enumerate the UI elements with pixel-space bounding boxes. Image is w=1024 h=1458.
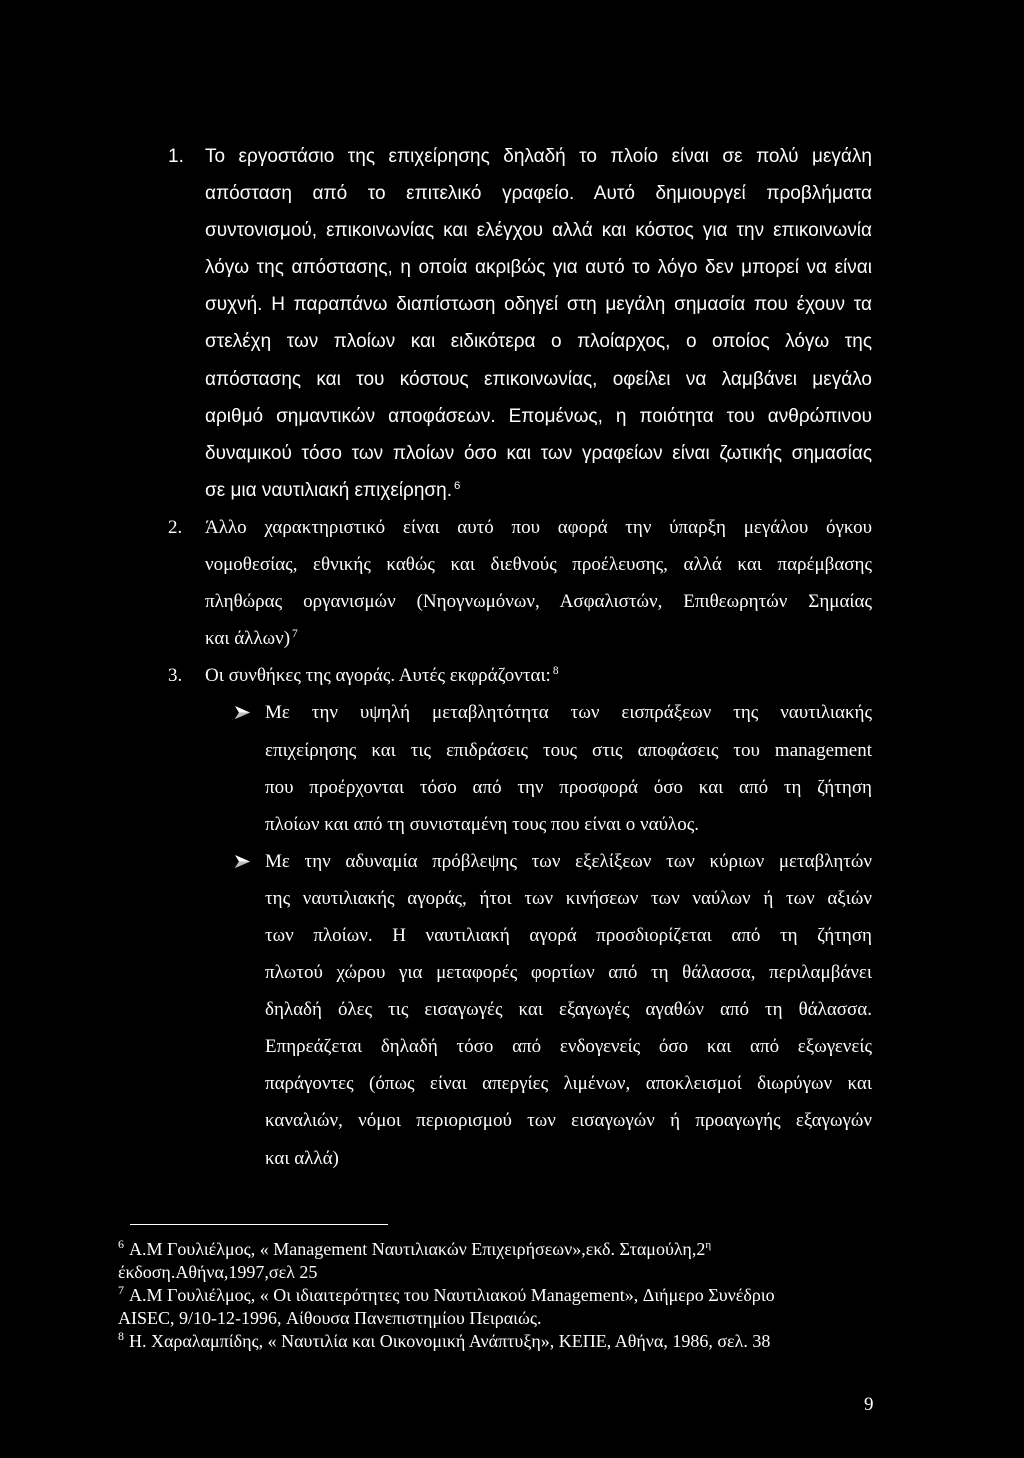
item-1-line (0, 212, 1024, 249)
paragraph-line: λόγω της απόστασης, η οποία ακριβώς για αυτό το λόγο δεν μπορεί να είναι (205, 257, 872, 279)
footnote-line (118, 1261, 918, 1284)
bullet-line: επιχείρησης και τις επιδράσεις τους στις αποφάσεις του management (265, 739, 872, 761)
item-2-line (0, 546, 1024, 583)
body-text (0, 138, 1024, 1177)
item-1-line (0, 249, 1024, 286)
bullet-1-line (0, 732, 1024, 769)
footnote-number: 7 (118, 1283, 124, 1297)
item-number: 1. (168, 146, 184, 167)
bullet-2-line (0, 843, 1024, 880)
footnote-text: έκδοση.Αθήνα,1997,σελ 25 (118, 1262, 318, 1282)
bullet-line: που προέρχονται τόσο από την προσφορά όσο και από τη ζήτηση (265, 776, 872, 798)
item-1-line (0, 175, 1024, 212)
footnote-number: 8 (118, 1329, 124, 1343)
bullet-line: και αλλά) (265, 1147, 339, 1169)
bullet-line: δηλαδή όλες τις εισαγωγές και εξαγωγές αγαθών από τη θάλασσα. (265, 999, 872, 1021)
bullet-2-line (0, 954, 1024, 991)
footnote-separator (130, 1224, 388, 1225)
paragraph-line: συντονισμού, επικοινωνίας και ελέγχου αλλά και κόστος για την επικοινωνία (205, 220, 872, 242)
bullet-2-line (0, 991, 1024, 1028)
footnote-text: Α.Μ Γουλιέλμος, « Οι ιδιαιτερότητες του Ναυτιλιακού Management», Διήμερο Συνέδριο (129, 1285, 775, 1305)
page-number: 9 (864, 1394, 874, 1415)
bullet-line: πλωτού χώρου για μεταφορές φορτίων από τη θάλασσα, περιλαμβάνει (265, 962, 872, 984)
paragraph-line: Οι συνθήκες της αγοράς. Αυτές εκφράζονται: (205, 665, 551, 687)
bullet-2-line (0, 1102, 1024, 1139)
bullet-line: καναλιών, νόμοι περιορισμού των εισαγωγών ή προαγωγής εξαγωγών (265, 1110, 872, 1132)
item-1-line (0, 286, 1024, 323)
paragraph-line: Άλλο χαρακτηριστικό είναι αυτό που αφορά την ύπαρξη μεγάλου όγκου (205, 516, 872, 538)
paragraph-last-line (205, 620, 872, 657)
item-2-line (0, 583, 1024, 620)
bullet-line: Με την αδυναμία πρόβλεψης των εξελίξεων των κύριων μεταβλητών (265, 850, 872, 872)
bullet-2-line (0, 880, 1024, 917)
item-1-line (0, 361, 1024, 398)
footnote-line (118, 1307, 918, 1330)
bullet-2-line (0, 1065, 1024, 1102)
footnote-text: AISEC, 9/10-12-1996, Αίθουσα Πανεπιστημίου Πειραιώς. (118, 1308, 542, 1328)
bullet-1-line (0, 769, 1024, 806)
item-1-line (0, 435, 1024, 472)
bullet-1-line (0, 694, 1024, 731)
paragraph-last-line (205, 657, 872, 694)
item-2-line (0, 509, 1024, 546)
paragraph-line: πληθώρας οργανισμών (Νηογνωμόνων, Ασφαλιστών, Επιθεωρητών Σημαίας (205, 591, 872, 613)
footnote-line (118, 1330, 918, 1353)
paragraph-line: συχνή. Η παραπάνω διαπίστωση οδηγεί στη μεγάλη σημασία που έχουν τα (205, 294, 872, 316)
footnote-line (118, 1284, 918, 1307)
paragraph-line: απόστασης και του κόστους επικοινωνίας, οφείλει να λαμβάνει μεγάλο (205, 368, 872, 390)
footnote-number: 6 (118, 1237, 124, 1251)
footnote-line (118, 1238, 918, 1261)
footnote-superscript: η (705, 1239, 712, 1251)
arrow-bullet-icon (235, 855, 250, 868)
paragraph-line: δυναμικού τόσο των πλοίων όσο και των γραφείων είναι ζωτικής σημασίας (205, 442, 872, 464)
bullet-line: πλοίων και από τη συνισταμένη τους που είναι ο ναύλος. (265, 813, 699, 835)
bullet-line: της ναυτιλιακής αγοράς, ήτοι των κινήσεων των ναύλων ή των αξιών (265, 887, 872, 909)
bullet-1-line (0, 806, 1024, 843)
paragraph-line: στελέχη των πλοίων και ειδικότερα ο πλοίαρχος, ο οποίος λόγω της (205, 331, 872, 353)
paragraph-line: νομοθεσίας, εθνικής καθώς και διεθνούς προέλευσης, αλλά και παρέμβασης (205, 554, 872, 576)
footnote-ref: 7 (292, 627, 298, 640)
paragraph-line: απόσταση από το επιτελικό γραφείο. Αυτό δημιουργεί προβλήματα (205, 183, 872, 205)
bullet-line: Με την υψηλή μεταβλητότητα των εισπράξεων της ναυτιλιακής (265, 702, 872, 724)
footnote-ref: 6 (453, 479, 461, 492)
paragraph-last-line (205, 472, 872, 509)
item-3-line (0, 657, 1024, 694)
bullet-line: Επηρεάζεται δηλαδή τόσο από ενδογενείς όσο και από εξωγενείς (265, 1036, 872, 1058)
footnote-ref: 8 (552, 664, 559, 677)
paragraph-line: και άλλων) (205, 628, 291, 650)
footnote-text: Α.Μ Γουλιέλμος, « Management Ναυτιλιακών Επιχειρήσεων»,εκδ. Σταμούλη,2 (129, 1239, 706, 1259)
bullet-line: παράγοντες (όπως είναι απεργίες λιμένων, αποκλεισμοί διωρύγων και (265, 1073, 872, 1095)
item-1-line (0, 472, 1024, 509)
arrow-bullet-icon (235, 706, 250, 719)
bullet-2-line (0, 1140, 1024, 1177)
item-1-line (0, 323, 1024, 360)
item-2-line (0, 620, 1024, 657)
item-number: 2. (168, 516, 183, 538)
item-1-line (0, 138, 1024, 175)
item-number: 3. (168, 665, 183, 687)
bullet-2-line (0, 1028, 1024, 1065)
paragraph-line: αριθμό σημαντικών αποφάσεων. Επομένως, η ποιότητα του ανθρώπινου (205, 405, 872, 427)
footnote-text: Η. Χαραλαμπίδης, « Ναυτιλία και Οικονομική Ανάπτυξη», ΚΕΠΕ, Αθήνα, 1986, σελ. 38 (129, 1331, 771, 1351)
bullet-line: των πλοίων. Η ναυτιλιακή αγορά προσδιορίζεται από τη ζήτηση (265, 924, 872, 946)
paragraph-line: σε μια ναυτιλιακή επιχείρηση. (205, 479, 452, 501)
item-1-line (0, 398, 1024, 435)
footnotes (118, 1238, 918, 1353)
bullet-2-line (0, 917, 1024, 954)
paragraph-line: Το εργοστάσιο της επιχείρησης δηλαδή το πλοίο είναι σε πολύ μεγάλη (205, 146, 872, 167)
